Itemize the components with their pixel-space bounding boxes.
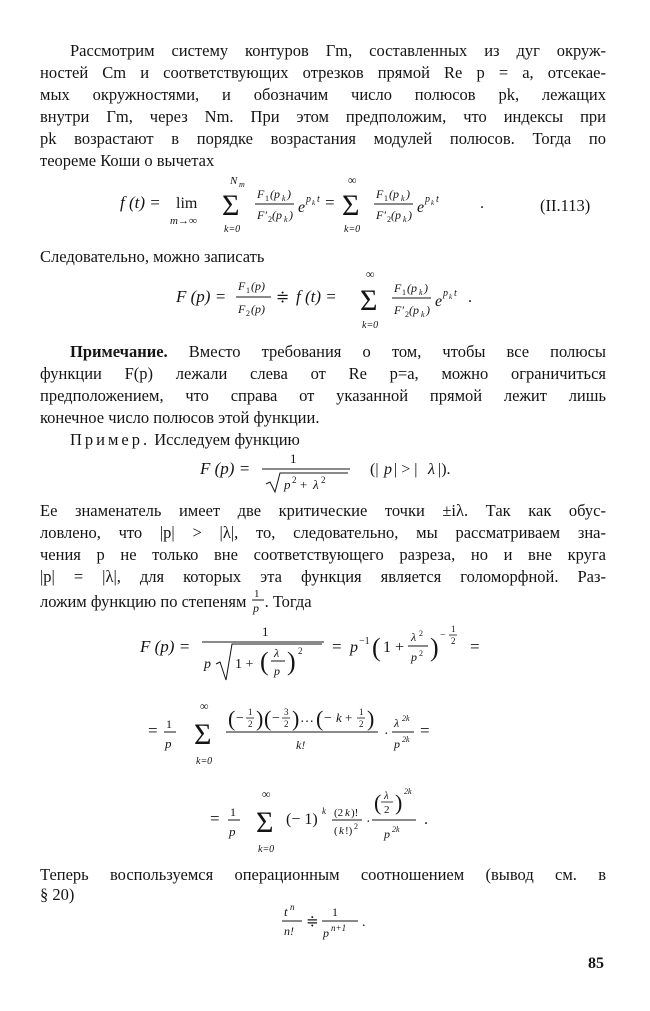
- svg-text:F′: F′: [257, 208, 267, 222]
- svg-text:): ): [287, 647, 296, 676]
- svg-text:p: p: [323, 926, 329, 940]
- svg-text:2k: 2k: [402, 714, 410, 723]
- svg-text:k=0: k=0: [344, 224, 361, 235]
- svg-text:(p: (p: [272, 208, 282, 222]
- svg-text:lim: lim: [176, 195, 198, 212]
- svg-text:2k: 2k: [392, 825, 400, 834]
- svg-text:λ: λ: [394, 716, 400, 730]
- svg-text:·: ·: [384, 727, 389, 742]
- svg-text:p: p: [165, 736, 172, 751]
- svg-text:2: 2: [292, 475, 297, 485]
- svg-text:2: 2: [284, 719, 289, 729]
- svg-text:1 +: 1 +: [383, 639, 405, 656]
- svg-text:(p): (p): [251, 302, 265, 316]
- text-line: теореме Коши о вычетах: [40, 151, 215, 170]
- note-line: [70, 341, 606, 363]
- svg-text:2: 2: [268, 215, 272, 224]
- svg-text:F (p) =: F (p) =: [200, 459, 251, 478]
- equation-number: (II.113): [540, 196, 591, 215]
- svg-text:f (t) =: f (t) =: [296, 287, 337, 306]
- svg-text:1: 1: [384, 194, 388, 203]
- svg-text:N: N: [230, 175, 238, 187]
- svg-text:∞: ∞: [366, 268, 375, 281]
- svg-text:F′: F′: [394, 303, 404, 317]
- svg-text:+: +: [345, 710, 353, 725]
- svg-text:): ): [367, 706, 375, 731]
- svg-text:(: (: [260, 647, 269, 676]
- svg-text:2: 2: [246, 309, 250, 318]
- svg-text:F: F: [257, 187, 265, 201]
- text-line: |p| = |λ|, для которых эта функция является голоморфной. Раз-: [40, 567, 606, 586]
- svg-text:p: p: [284, 477, 291, 492]
- svg-text:k: k: [449, 293, 453, 301]
- svg-text:|).: |).: [438, 461, 451, 478]
- expand-line-pre: ложим функцию по степеням: [40, 592, 247, 611]
- svg-text:): ): [292, 706, 300, 731]
- svg-text:(: (: [372, 633, 381, 662]
- svg-text:p: p: [350, 639, 358, 656]
- svg-text:λ: λ: [313, 477, 319, 492]
- svg-text:≑: ≑: [276, 289, 290, 306]
- svg-text:n+1: n+1: [331, 923, 347, 933]
- svg-text:1: 1: [265, 194, 269, 203]
- svg-text:n!: n!: [284, 924, 294, 938]
- svg-text:.: .: [424, 811, 428, 828]
- svg-text:(: (: [264, 706, 272, 731]
- svg-text:k: k: [403, 215, 407, 224]
- example-text: Исследуем функцию: [154, 430, 300, 449]
- svg-text:2: 2: [354, 822, 358, 831]
- svg-text:1: 1: [451, 624, 456, 634]
- svg-text:m→∞: m→∞: [170, 215, 197, 227]
- svg-text:.: .: [468, 289, 472, 306]
- note-line: предположением, что справа от указанной прямой лежит лишь: [40, 386, 606, 405]
- svg-text:1: 1: [359, 707, 364, 717]
- svg-text:1: 1: [246, 286, 250, 295]
- svg-text:k: k: [339, 825, 344, 837]
- svg-text:Σ: Σ: [194, 718, 212, 751]
- text-line: мых окружностями, и обозначим число полюсов pk, лежащих: [40, 85, 606, 104]
- svg-text:k: k: [322, 806, 326, 816]
- svg-text:(− 1): (− 1): [286, 811, 318, 828]
- svg-text:Σ: Σ: [342, 189, 360, 222]
- equation-expansion-2: [148, 696, 508, 774]
- svg-text:−: −: [272, 711, 280, 726]
- svg-text:t: t: [317, 194, 320, 205]
- svg-text:k!: k!: [296, 738, 306, 752]
- svg-text:k=0: k=0: [362, 320, 379, 331]
- svg-text:k: k: [431, 199, 435, 207]
- svg-text:p: p: [411, 650, 417, 664]
- note-line: функции F(p) лежали слева от Re p=a, можно ограничиться: [40, 364, 606, 383]
- svg-text:(: (: [374, 790, 382, 815]
- text-line: чения p не только вне соответствующего разреза, но и вне круга: [40, 545, 606, 564]
- svg-text:1: 1: [402, 288, 406, 297]
- fraction-one-over-p: [251, 586, 265, 616]
- equation-expansion-3: [210, 780, 470, 858]
- note-label: Примечание.: [70, 342, 168, 361]
- svg-text:1: 1: [332, 905, 338, 919]
- svg-text:(p): (p): [251, 279, 265, 293]
- svg-text:=: =: [148, 721, 158, 740]
- svg-text:λ: λ: [428, 461, 435, 478]
- svg-text:)!: )!: [351, 807, 359, 819]
- svg-text:2: 2: [321, 475, 326, 485]
- svg-text:k=0: k=0: [224, 224, 241, 235]
- svg-text:Σ: Σ: [222, 189, 240, 222]
- svg-text:): ): [424, 281, 428, 295]
- svg-text:λ: λ: [274, 646, 280, 660]
- svg-text:1: 1: [253, 588, 260, 600]
- svg-text:k: k: [312, 199, 316, 207]
- svg-text:k: k: [282, 194, 286, 203]
- svg-text:k: k: [401, 194, 405, 203]
- svg-text:): ): [289, 208, 293, 222]
- svg-text:−: −: [236, 711, 244, 726]
- svg-text:2: 2: [419, 629, 423, 638]
- svg-text:λ: λ: [384, 790, 389, 802]
- svg-text:): ): [287, 187, 291, 201]
- svg-text:k: k: [421, 310, 425, 319]
- svg-text:n: n: [290, 902, 295, 912]
- note-line: конечное число полюсов этой функции.: [40, 408, 320, 427]
- svg-text:(p: (p: [389, 187, 399, 201]
- svg-text:): ): [406, 187, 410, 201]
- svg-text:p: p: [274, 664, 280, 678]
- text-line: ностей Cm и соответствующих отрезков прямой Re p = a, отсекае-: [40, 63, 606, 82]
- svg-text:(p: (p: [407, 281, 417, 295]
- svg-text:k=0: k=0: [258, 844, 275, 855]
- svg-text:): ): [408, 208, 412, 222]
- page-number: 85: [588, 955, 604, 972]
- svg-text:e: e: [435, 293, 443, 310]
- svg-text:F′: F′: [376, 208, 386, 222]
- text-line: [40, 586, 606, 616]
- svg-text:−: −: [324, 711, 332, 726]
- svg-text:2: 2: [451, 636, 456, 646]
- svg-text:k=0: k=0: [196, 756, 213, 767]
- svg-text:=: =: [332, 637, 342, 656]
- svg-text:f (t) =: f (t) =: [120, 193, 161, 212]
- svg-text:2k: 2k: [404, 787, 412, 796]
- svg-text:2: 2: [359, 719, 364, 729]
- equation-example-function: [200, 448, 490, 496]
- svg-text:p: p: [384, 461, 392, 478]
- svg-text:F: F: [238, 302, 246, 316]
- svg-text:F (p) =: F (p) =: [140, 637, 191, 656]
- svg-text:(|: (|: [370, 461, 379, 478]
- svg-text:F: F: [238, 279, 246, 293]
- svg-text:+: +: [300, 477, 308, 492]
- svg-text:p: p: [425, 194, 430, 205]
- svg-text:1: 1: [230, 805, 236, 819]
- svg-text:=: =: [470, 637, 480, 656]
- svg-text:≑: ≑: [306, 914, 319, 930]
- svg-text:e: e: [298, 199, 306, 216]
- svg-text:=: =: [210, 809, 220, 828]
- svg-text:∞: ∞: [200, 699, 209, 713]
- svg-text:(2: (2: [334, 807, 344, 819]
- svg-text:p: p: [384, 827, 390, 841]
- svg-text:λ: λ: [411, 630, 417, 644]
- svg-text:p: p: [204, 657, 211, 672]
- svg-text:Σ: Σ: [256, 806, 274, 839]
- expand-line-post: . Тогда: [264, 592, 312, 611]
- svg-text:1: 1: [166, 717, 172, 731]
- example-label: Пример.: [70, 430, 151, 449]
- svg-text:1: 1: [262, 624, 269, 639]
- svg-text:t: t: [436, 194, 439, 205]
- svg-text:): ): [256, 706, 264, 731]
- svg-text:k: k: [419, 288, 423, 297]
- svg-text:t: t: [284, 904, 288, 919]
- svg-text:1: 1: [248, 707, 253, 717]
- svg-text:p: p: [306, 194, 311, 205]
- svg-text:p: p: [252, 601, 259, 615]
- svg-text:p: p: [443, 288, 448, 299]
- svg-text:1 +: 1 +: [235, 657, 254, 672]
- svg-text:2: 2: [419, 649, 423, 658]
- svg-text:F (p) =: F (p) =: [176, 287, 227, 306]
- svg-text:(: (: [228, 706, 236, 731]
- text-line: Ее знаменатель имеет две критические точки ±iλ. Так как обус-: [40, 501, 606, 520]
- svg-text:(p: (p: [391, 208, 401, 222]
- text-line: pk возрастают в порядке возрастания модулей полюсов. Тогда по: [40, 129, 606, 148]
- svg-text:k: k: [345, 807, 350, 819]
- svg-text:k: k: [284, 215, 288, 224]
- text-line: Рассмотрим систему контуров Γm, составленных из дуг окруж-: [70, 41, 606, 60]
- svg-text:−: −: [440, 630, 446, 641]
- svg-text:t: t: [454, 288, 457, 299]
- note-text: Вместо требования о том, чтобы все полюсы: [188, 342, 606, 361]
- equation-operational-relation: [280, 898, 380, 944]
- svg-text:…: …: [300, 711, 314, 726]
- svg-text:(: (: [316, 706, 324, 731]
- svg-text:∞: ∞: [262, 787, 271, 801]
- svg-text:=: =: [420, 721, 430, 740]
- svg-text:1: 1: [290, 451, 297, 466]
- svg-text:.: .: [480, 195, 484, 212]
- svg-text:m: m: [239, 180, 245, 189]
- svg-text:): ): [395, 790, 403, 815]
- svg-text:3: 3: [284, 707, 289, 717]
- equation-expansion-1: [140, 614, 510, 690]
- equation-ii113: [120, 170, 520, 240]
- svg-text:F: F: [394, 281, 402, 295]
- svg-text:!): !): [345, 825, 353, 837]
- text-line: Следовательно, можно записать: [40, 247, 265, 266]
- svg-text:=: =: [325, 193, 335, 212]
- svg-text:| > |: | > |: [394, 461, 418, 478]
- svg-text:): ): [430, 633, 439, 662]
- svg-text:p: p: [394, 737, 400, 751]
- equation-fp-sum: [176, 268, 506, 336]
- svg-text:2: 2: [387, 215, 391, 224]
- svg-text:p: p: [229, 824, 236, 839]
- text-line: § 20): [40, 885, 75, 904]
- text-line: ловлено, что |p| > |λ|, то, следовательно, мы рассматриваем зна-: [40, 523, 606, 542]
- text-line: внутри Γm, через Nm. При этом предположим, что индексы при: [40, 107, 606, 126]
- svg-text:.: .: [362, 915, 366, 930]
- svg-text:e: e: [417, 199, 425, 216]
- svg-text:·: ·: [366, 815, 371, 830]
- svg-text:(: (: [334, 825, 338, 837]
- svg-text:∞: ∞: [348, 173, 357, 187]
- svg-text:2: 2: [384, 804, 390, 816]
- svg-text:k: k: [336, 710, 342, 725]
- svg-text:Σ: Σ: [360, 284, 378, 317]
- svg-text:2: 2: [405, 310, 409, 319]
- svg-text:2: 2: [248, 719, 253, 729]
- svg-text:2k: 2k: [402, 735, 410, 744]
- svg-text:−1: −1: [359, 636, 370, 647]
- text-line: Теперь воспользуемся операционным соотношением (вывод см. в: [40, 865, 606, 884]
- svg-text:): ): [426, 303, 430, 317]
- svg-text:(p: (p: [270, 187, 280, 201]
- svg-text:F: F: [376, 187, 384, 201]
- svg-text:(p: (p: [409, 303, 419, 317]
- svg-text:2: 2: [298, 646, 303, 656]
